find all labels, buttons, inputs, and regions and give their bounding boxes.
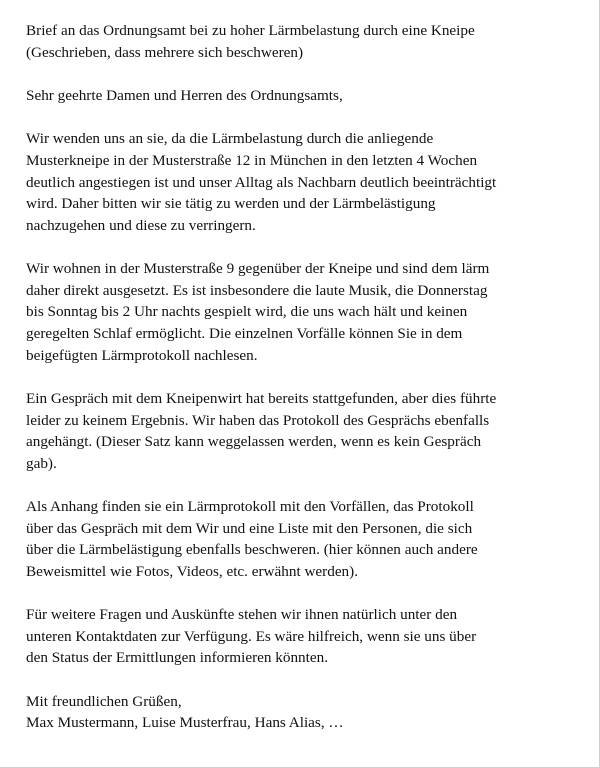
text-line: Brief an das Ordnungsamt bei zu hoher Lärmbelastung durch eine Kneipe [26,22,475,39]
text-line: den Status der Ermittlungen informieren könnten. [26,649,328,667]
text-line: leider zu keinem Ergebnis. Wir haben das Protokoll des Gesprächs ebenfalls [26,411,490,429]
salutation [26,85,594,107]
paragraph-attachments [26,496,594,582]
paragraph-contact [26,604,594,669]
text-line: Mit freundlichen Grüßen, [26,692,182,710]
text-line: Für weitere Fragen und Auskünfte stehen wir ihnen natürlich unter den [26,606,458,624]
text-line: Ein Gespräch mit dem Kneipenwirt hat bereits stattgefunden, aber dies führte [26,389,497,407]
text-line: angehängt. (Dieser Satz kann weggelassen werden, wenn es kein Gespräch [26,433,482,451]
text-line: Wir wohnen in der Musterstraße 9 gegenüber der Kneipe und sind dem lärm [26,260,490,278]
text-line: deutlich angestiegen ist und unser Alltag als Nachbarn deutlich beeinträchtigt [26,173,497,191]
text-line: gab). [26,454,57,472]
text-line: beigefügten Lärmprotokoll nachlesen. [26,346,258,364]
paragraph-conversation [26,388,594,474]
text-line: Max Mustermann, Luise Musterfrau, Hans Alias, … [26,714,344,732]
subject [26,20,594,63]
document-body [26,20,594,756]
text-line: bis Sonntag bis 2 Uhr nachts gespielt wird, die uns wach hält und keinen [26,303,468,321]
paragraph-details [26,258,594,366]
text-line: unteren Kontaktdaten zur Verfügung. Es wäre hilfreich, wenn sie uns über [26,627,477,645]
text-line: über das Gespräch mit dem Wir und eine Liste mit den Personen, die sich [26,519,473,537]
text-line: geregelten Schlaf ermöglicht. Die einzelnen Vorfälle können Sie in dem [26,324,463,342]
text-line: wird. Daher bitten wir sie tätig zu werden und der Lärmbelästigung [26,195,436,213]
text-line: Wir wenden uns an sie, da die Lärmbelastung durch die anliegende [26,130,434,148]
text-line: Sehr geehrte Damen und Herren des Ordnungsamts, [26,86,343,104]
closing [26,691,594,734]
text-line: nachzugehen und diese zu verringern. [26,216,256,234]
text-line: Als Anhang finden sie ein Lärmprotokoll mit den Vorfällen, das Protokoll [26,498,474,516]
text-line: (Geschrieben, dass mehrere sich beschweren) [26,43,304,61]
text-line: Musterkneipe in der Musterstraße 12 in München in den letzten 4 Wochen [26,151,478,169]
text-line: daher direkt ausgesetzt. Es ist insbesondere die laute Musik, die Donnerstag [26,281,488,299]
paragraph-reason [26,128,594,236]
text-line: über die Lärmbelästigung ebenfalls beschweren. (hier können auch andere [26,541,478,559]
text-line: Beweismittel wie Fotos, Videos, etc. erwähnt werden). [26,562,359,580]
